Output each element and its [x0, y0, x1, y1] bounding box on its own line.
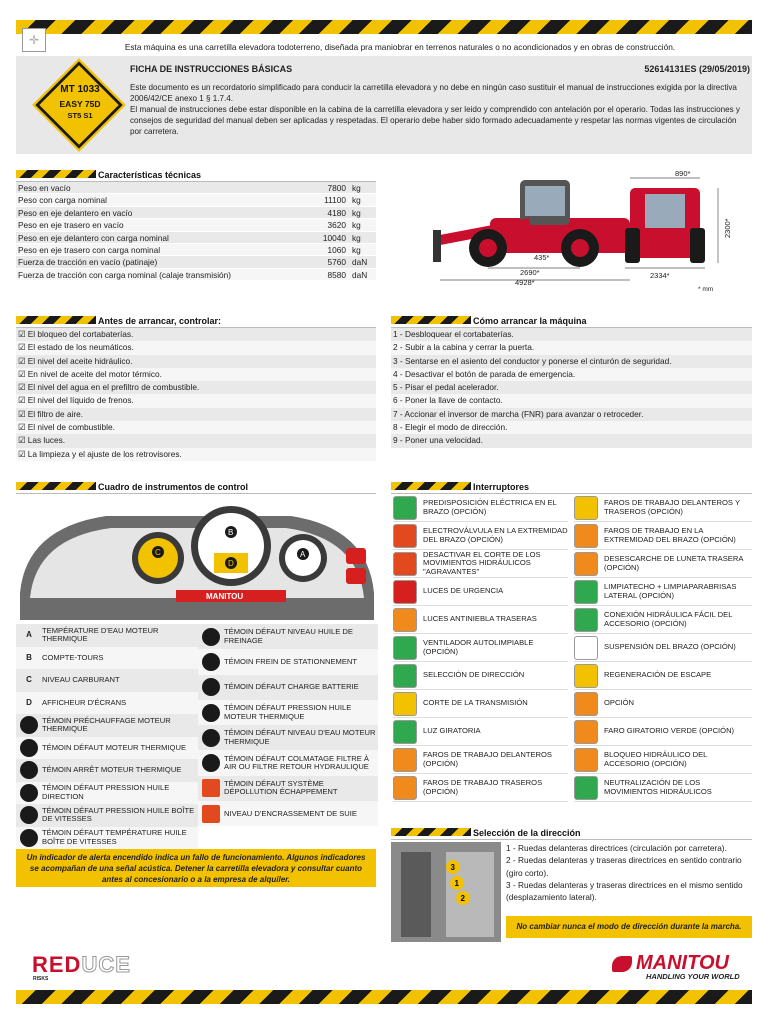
- switch-icon: [574, 664, 598, 688]
- gauge-key: B: [26, 652, 32, 662]
- gauge-warning-icon: [202, 678, 220, 696]
- gauge-legend-item: [16, 714, 198, 737]
- gauge-warning-icon: [20, 806, 38, 824]
- gauge-legend-item: [198, 675, 378, 700]
- switch-icon: [393, 748, 417, 772]
- sign-line-2: EASY 75D: [59, 99, 101, 109]
- switch-column-2: [574, 494, 752, 802]
- gauge-warning-icon: [202, 729, 220, 747]
- start-list: [391, 328, 752, 448]
- gauge-warning-icon: [20, 739, 38, 757]
- switch-label: LUCES ANTINIEBLA TRASERAS: [423, 614, 537, 624]
- gauge-legend-item: [198, 649, 378, 674]
- gauge-label: TÉMOIN DÉFAUT COLMATAGE FILTRE À AIR OU FILTRE RETOUR HYDRAULIQUE: [224, 753, 369, 772]
- switch-item: [393, 578, 568, 606]
- switch-label: FARO GIRATORIO VERDE (OPCIÓN): [604, 726, 735, 736]
- gauge-label: TÉMOIN DÉFAUT PRESSION HUILE DIRECTION: [42, 783, 170, 801]
- gauge-warning-icon: [20, 829, 38, 847]
- gauge-legend-item: [198, 801, 378, 826]
- dashboard-illustration: [16, 498, 378, 622]
- switch-item: [574, 662, 752, 690]
- dim-2334: 2334*: [650, 271, 670, 280]
- check-item: ☑ Las luces.: [16, 434, 376, 447]
- spec-value: 1060: [327, 244, 346, 255]
- switch-icon: [393, 692, 417, 716]
- hazard-stripe-top: [16, 20, 752, 34]
- check-item: ☑ El filtro de aire.: [16, 408, 376, 421]
- spec-row: [16, 269, 376, 281]
- gauge-label: TÉMOIN DÉFAUT NIVEAU HUILE DE FREINAGE: [224, 627, 353, 645]
- check-item: ☑ La limpieza y el ajuste de los retrovisores.: [16, 448, 376, 461]
- manitou-swoosh-icon: [612, 956, 632, 972]
- specs-title: Características técnicas: [98, 170, 202, 180]
- hazard-stripe-dash: [16, 482, 96, 490]
- spec-label: Peso en eje delantero con carga nominal: [18, 232, 169, 243]
- spec-row: [16, 207, 376, 219]
- switch-item: [393, 746, 568, 774]
- spec-unit: daN: [352, 269, 368, 280]
- switch-label: REGENERACIÓN DE ESCAPE: [604, 670, 712, 680]
- spec-value: 11100: [324, 195, 346, 206]
- switch-item: [574, 634, 752, 662]
- switch-label: SELECCIÓN DE DIRECCIÓN: [423, 670, 525, 680]
- gauge-legend-item: [16, 737, 198, 760]
- switch-icon: [574, 552, 598, 576]
- doc-ref: 52614131ES (29/05/2019): [644, 64, 750, 74]
- specs-table: [16, 182, 376, 281]
- switch-label: ELECTROVÁLVULA EN LA EXTREMIDAD DEL BRAZO (OPCIÓN): [423, 526, 568, 544]
- switch-icon: [574, 608, 598, 632]
- switch-label: FAROS DE TRABAJO DELANTEROS (OPCIÓN): [423, 750, 552, 768]
- dash-letter-c: C: [155, 548, 161, 557]
- start-title: Cómo arrancar la máquina: [473, 316, 587, 326]
- switch-icon: [393, 720, 417, 744]
- gauge-legend-item: [16, 647, 198, 670]
- gauge-label: NIVEAU D'ENCRASSEMENT DE SUIE: [224, 808, 357, 818]
- warning-sign-text: [44, 84, 116, 120]
- steer-item: 1 - Ruedas delanteras directrices (circulación por carretera).: [506, 843, 727, 853]
- switch-icon: [574, 692, 598, 716]
- steer-note: No cambiar nunca el modo de dirección durante la marcha.: [506, 916, 752, 938]
- start-step: 5 - Pisar el pedal acelerador.: [391, 381, 752, 394]
- start-step: 2 - Subir a la cabina y cerrar la puerta.: [391, 341, 752, 354]
- hazard-stripe-switches: [391, 482, 471, 490]
- switch-label: SUSPENSIÓN DEL BRAZO (OPCIÓN): [604, 642, 736, 652]
- gauge-label: COMPTE-TOURS: [42, 652, 104, 662]
- gauge-label: TÉMOIN DÉFAUT MOTEUR THERMIQUE: [42, 742, 187, 752]
- check-item: ☑ En nivel de aceite del motor térmico.: [16, 368, 376, 381]
- spec-unit: kg: [352, 232, 361, 243]
- spec-row: [16, 219, 376, 231]
- plus-icon: ✛: [22, 28, 46, 52]
- steer-num-3: 3: [450, 863, 455, 872]
- sign-line-1: MT 1033: [60, 84, 100, 95]
- switch-label: LUCES DE URGENCIA: [423, 586, 504, 596]
- switch-item: [574, 690, 752, 718]
- hazard-stripe-check: [16, 316, 96, 324]
- gauge-label: TÉMOIN DÉFAUT NIVEAU D'EAU MOTEUR THERMIQUE: [224, 728, 376, 746]
- switch-item: [393, 550, 568, 578]
- start-step: 1 - Desbloquear el cortabaterías.: [391, 328, 752, 341]
- gauge-warning-icon: [20, 761, 38, 779]
- start-step: 3 - Sentarse en el asiento del conductor y ponerse el cinturón de seguridad.: [391, 355, 752, 368]
- switch-icon: [393, 580, 417, 604]
- gauge-label: TÉMOIN DÉFAUT CHARGE BATTERIE: [224, 682, 359, 692]
- dim-435: 435*: [534, 253, 550, 262]
- switch-label: CONEXIÓN HIDRÁULICA FÁCIL DEL ACCESORIO (OPCIÓN): [604, 610, 733, 628]
- switch-label: DESACTIVAR EL CORTE DE LOS MOVIMIENTOS HIDRÁULICOS "AGRAVANTES": [423, 549, 541, 576]
- switch-icon: [393, 776, 417, 800]
- switch-item: [574, 578, 752, 606]
- spec-row: [16, 182, 376, 194]
- intro-text: Esta máquina es una carretilla elevadora todoterreno, diseñada pra maniobrar en terrenos naturales o no acondicionados y en obras de construcción.: [124, 42, 676, 52]
- switch-item: [393, 662, 568, 690]
- dash-letter-b: B: [228, 528, 234, 537]
- check-item: ☑ El nivel de combustible.: [16, 421, 376, 434]
- spec-label: Fuerza de tracción en vacío (patinaje): [18, 257, 158, 268]
- switch-icon: [574, 580, 598, 604]
- reduce-red: RED: [32, 952, 82, 977]
- switch-item: [574, 494, 752, 522]
- sign-line-3: ST5 S1: [67, 111, 93, 120]
- gauge-warning-icon: [202, 653, 220, 671]
- spec-label: Peso en eje delantero en vacío: [18, 207, 133, 218]
- check-list: [16, 328, 376, 461]
- switch-label: NEUTRALIZACIÓN DE LOS MOVIMIENTOS HIDRÁULICOS: [604, 778, 712, 796]
- spec-value: 8580: [327, 269, 346, 280]
- steer-title: Selección de la dirección: [473, 828, 581, 838]
- steer-list: [506, 842, 752, 903]
- gauge-label: TÉMOIN FREIN DE STATIONNEMENT: [224, 656, 358, 666]
- gauge-label: TÉMOIN ARRÊT MOTEUR THERMIQUE: [42, 765, 182, 775]
- spec-row: [16, 232, 376, 244]
- spec-label: Peso con carga nominal: [18, 195, 108, 206]
- steer-item: 3 - Ruedas delanteras y traseras directrices en el mismo sentido (desplazamiento lateral).: [506, 879, 743, 903]
- dash-letter-d: D: [228, 559, 234, 568]
- switch-icon: [393, 664, 417, 688]
- switch-icon: [393, 524, 417, 548]
- dash-letter-a: A: [300, 550, 306, 559]
- spec-label: Peso en eje trasero en vacío: [18, 220, 124, 231]
- switch-icon: [574, 524, 598, 548]
- switch-label: FAROS DE TRABAJO EN LA EXTREMIDAD DEL BRAZO (OPCIÓN): [604, 526, 736, 544]
- switch-icon: [393, 636, 417, 660]
- check-item: ☑ El bloqueo del cortabaterías.: [16, 328, 376, 341]
- switch-item: [574, 718, 752, 746]
- dim-mm: * mm: [698, 286, 714, 293]
- switch-item: [574, 606, 752, 634]
- start-step: 7 - Accionar el inversor de marcha (FNR) para avanzar o retroceder.: [391, 408, 752, 421]
- gauge-warning-icon: [202, 779, 220, 797]
- gauge-key: C: [26, 675, 32, 685]
- spec-row: [16, 194, 376, 206]
- check-item: ☑ El nivel del aceite hidráulico.: [16, 355, 376, 368]
- switch-column-1: [393, 494, 568, 802]
- switch-item: [393, 634, 568, 662]
- gauge-legend-item: [198, 700, 378, 725]
- dim-2690: 2690*: [520, 268, 540, 277]
- gauge-warning-icon: [20, 784, 38, 802]
- switch-item: [574, 746, 752, 774]
- switch-item: [393, 718, 568, 746]
- gauge-warning-icon: [202, 628, 220, 646]
- gauge-legend-right: [198, 624, 378, 826]
- switches-title: Interruptores: [473, 482, 530, 492]
- gauge-legend-item: [16, 782, 198, 805]
- start-step: 9 - Poner una velocidad.: [391, 434, 752, 447]
- switch-label: VENTILADOR AUTOLIMPIABLE (OPCIÓN): [423, 638, 534, 656]
- gauge-legend-item: [16, 804, 198, 827]
- hazard-stripe-start: [391, 316, 471, 324]
- switch-icon: [393, 496, 417, 520]
- start-step: 4 - Desactivar el botón de parada de emergencia.: [391, 368, 752, 381]
- gauge-label: TÉMOIN DÉFAUT PRESSION HUILE MOTEUR THERMIQUE: [224, 703, 352, 721]
- check-title: Antes de arrancar, controlar:: [98, 316, 222, 326]
- gauge-warning-icon: [20, 716, 38, 734]
- gauge-label: TEMPÉRATURE D'EAU MOTEUR THERMIQUE: [42, 625, 159, 644]
- switch-label: LIMPIATECHO + LIMPIAPARABRISAS LATERAL (OPCIÓN): [604, 582, 737, 600]
- side-view: [433, 180, 630, 280]
- gauge-key: D: [26, 697, 32, 707]
- spec-row: [16, 256, 376, 268]
- check-item: ☑ El estado de los neumáticos.: [16, 341, 376, 354]
- gauge-legend-item: [16, 624, 198, 647]
- gauge-legend-item: [16, 669, 198, 692]
- gauge-warning-icon: [202, 704, 220, 722]
- spec-unit: kg: [352, 207, 361, 218]
- gauge-label: NIVEAU CARBURANT: [42, 675, 120, 685]
- switch-item: [393, 522, 568, 550]
- switch-item: [393, 690, 568, 718]
- doc-title: FICHA DE INSTRUCCIONES BÁSICAS: [130, 64, 293, 74]
- gauge-legend-item: [16, 759, 198, 782]
- manitou-slogan: HANDLING YOUR WORLD: [646, 972, 740, 981]
- warning-note: Un indicador de alerta encendido indica un fallo de funcionamiento. Algunos indicadores se acompañan de una señal acústica. Detener la carretilla elevadora y consultar cuanto antes al concesionario o a la empresa de alquiler.: [16, 849, 376, 887]
- switch-label: PREDISPOSICIÓN ELÉCTRICA EN EL BRAZO (OPCIÓN): [423, 498, 557, 516]
- switch-label: LUZ GIRATORIA: [423, 726, 481, 736]
- switch-label: CORTE DE LA TRANSMISIÓN: [423, 698, 528, 708]
- gauge-label: AFFICHEUR D'ÉCRANS: [42, 697, 127, 707]
- reduce-logo: [32, 952, 131, 978]
- switch-icon: [574, 776, 598, 800]
- gauge-legend-item: [198, 624, 378, 649]
- switch-icon: [574, 748, 598, 772]
- switch-icon: [574, 720, 598, 744]
- start-step: 6 - Poner la llave de contacto.: [391, 394, 752, 407]
- reduce-uce: UCE: [81, 952, 131, 977]
- switch-icon: [393, 608, 417, 632]
- spec-label: Fuerza de tracción con carga nominal (calaje transmisión): [18, 269, 232, 280]
- doc-body: Este documento es un recordatorio simplificado para conducir la carretilla elevadora y no debe en ningún caso sustituir el manual de instrucciones exigida por la directiva 2006/42/CE anexo 1 § 1.7.4. El manual de instrucciones debe estar disponible en la cabina de la carretilla elevadora y ser leido y comprendido con antelación por el operario. Todas las instrucciones y consejos de seguridad del manual deben ser aplicadas y respetadas. El operario debe haber sido formado adecuadamente y respetar las normas vigentes de circulación por carretera.: [130, 83, 740, 136]
- switch-icon: [393, 552, 417, 576]
- gauge-label: TÉMOIN PRÉCHAUFFAGE MOTEUR THERMIQUE: [42, 715, 171, 734]
- spec-unit: kg: [352, 220, 361, 231]
- check-item: ☑ El nivel del agua en el prefiltro de combustible.: [16, 381, 376, 394]
- gauge-legend-item: [16, 827, 198, 850]
- dash-brand: MANITOU: [206, 592, 244, 601]
- switch-item: [393, 494, 568, 522]
- spec-row: [16, 244, 376, 256]
- spec-unit: kg: [352, 195, 361, 206]
- gauge-legend-item: [198, 750, 378, 775]
- spec-unit: daN: [352, 257, 368, 268]
- gauge-legend-left: [16, 624, 218, 849]
- spec-value: 3620: [327, 220, 346, 231]
- switch-item: [574, 550, 752, 578]
- switch-label: OPCIÓN: [604, 698, 634, 708]
- switch-item: [393, 606, 568, 634]
- switch-label: FAROS DE TRABAJO DELANTEROS Y TRASEROS (OPCIÓN): [604, 498, 740, 516]
- gauge-warning-icon: [202, 754, 220, 772]
- switch-icon: [574, 636, 598, 660]
- steer-item: 2 - Ruedas delanteras y traseras directrices en sentido contrario (giro corto).: [506, 855, 742, 878]
- dim-890: 890*: [675, 169, 691, 178]
- switch-icon: [574, 496, 598, 520]
- dim-4928: 4928*: [515, 278, 535, 287]
- machine-drawing: [430, 168, 752, 296]
- spec-unit: kg: [352, 183, 361, 193]
- spec-value: 7800: [327, 183, 346, 193]
- gauge-label: TÉMOIN DÉFAUT SYSTÈME DÉPOLLUTION ÉCHAPPEMENT: [224, 779, 338, 797]
- front-view: [625, 178, 718, 268]
- spec-value: 5760: [327, 257, 346, 268]
- dim-2300: 2300*: [723, 218, 732, 238]
- gauge-legend-item: [16, 692, 198, 715]
- manitou-brand: MANITOU: [636, 952, 729, 974]
- dash-title: Cuadro de instrumentos de control: [98, 482, 249, 492]
- hazard-stripe-steer: [391, 828, 471, 836]
- switch-item: [393, 774, 568, 802]
- reduce-risks: RISKS: [33, 976, 49, 982]
- spec-unit: kg: [352, 244, 361, 255]
- hazard-stripe-bottom: [16, 990, 752, 1004]
- check-item: ☑ El nivel del líquido de frenos.: [16, 394, 376, 407]
- hazard-stripe-specs: [16, 170, 96, 178]
- gauge-legend-item: [198, 776, 378, 801]
- switch-item: [574, 522, 752, 550]
- switch-label: FAROS DE TRABAJO TRASEROS (OPCIÓN): [423, 778, 543, 796]
- switch-item: [574, 774, 752, 802]
- spec-label: Peso en eje trasero con carga nominal: [18, 244, 161, 255]
- spec-value: 10040: [322, 232, 346, 243]
- start-step: 8 - Elegir el modo de dirección.: [391, 421, 752, 434]
- switch-label: BLOQUEO HIDRÁULICO DEL ACCESORIO (OPCIÓN): [604, 750, 708, 768]
- gauge-label: TÉMOIN DÉFAUT PRESSION HUILE BOÎTE DE VITESSES: [42, 805, 195, 824]
- gauge-label: TÉMOIN DÉFAUT TEMPÉRATURE HUILE BOÎTE DE VITESSES: [42, 828, 187, 846]
- steer-num-2: 2: [460, 894, 465, 903]
- gauge-warning-icon: [202, 805, 220, 823]
- gauge-key: A: [26, 630, 32, 640]
- gauge-legend-item: [198, 725, 378, 750]
- spec-value: 4180: [327, 207, 346, 218]
- switch-label: DESESCARCHE DE LUNETA TRASERA (OPCIÓN): [604, 554, 743, 572]
- spec-label: Peso en vacío: [18, 183, 71, 193]
- steer-num-1: 1: [454, 879, 459, 888]
- steering-selector-photo: [391, 842, 501, 942]
